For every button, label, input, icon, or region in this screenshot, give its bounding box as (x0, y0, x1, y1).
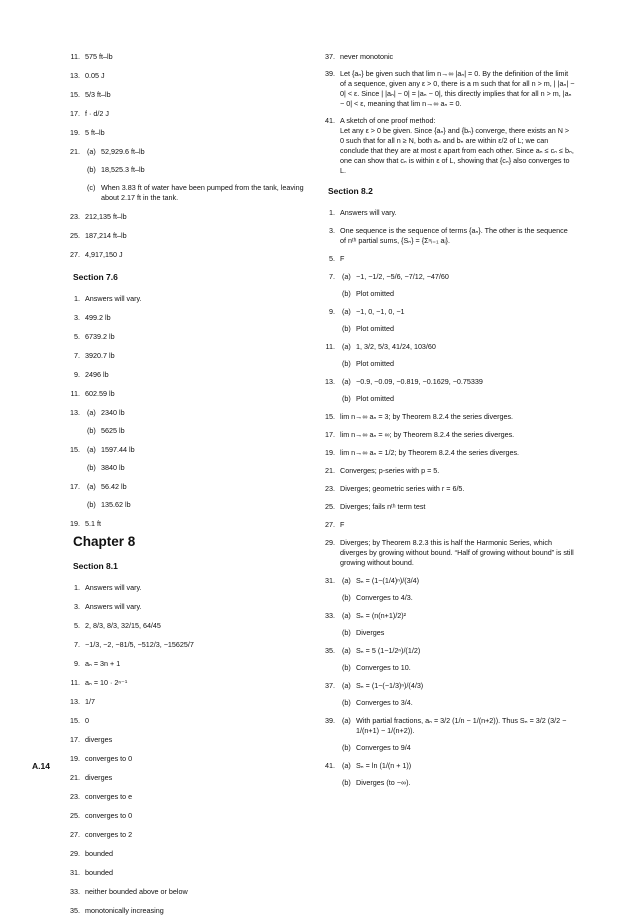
answer-item (65, 621, 305, 631)
answer-item (65, 231, 305, 241)
answer-text: converges to 2 (85, 830, 133, 839)
answer-subitem (342, 394, 575, 404)
answer-subitem (329, 272, 575, 282)
answer-number: 41. (325, 116, 335, 125)
answer-item (65, 640, 305, 650)
answer-number: 13. (70, 697, 80, 706)
answer-item (65, 792, 305, 802)
answer-text: 2496 lb (85, 370, 109, 379)
answer-text: 5 ft–lb (85, 128, 105, 137)
answer-number: 17. (70, 109, 80, 118)
answer-number: 25. (70, 231, 80, 240)
answer-text: 5/3 ft–lb (85, 90, 111, 99)
answer-text: 56.42 lb (101, 482, 127, 491)
answer-text: F (340, 254, 345, 263)
left-column (65, 52, 305, 916)
answer-text: Plot omitted (356, 324, 394, 333)
answer-text: −1/3, −2, −81/5, −512/3, −15625/7 (85, 640, 194, 649)
answer-number: 17. (70, 482, 80, 491)
answer-number: 7. (74, 640, 80, 649)
answer-subitem (325, 716, 575, 736)
answer-text: When 3.83 ft of water have been pumped from the tank, leaving about 2.17 ft in the tank. (101, 183, 304, 202)
answer-subitem (325, 681, 575, 691)
answer-text: Converges to 3/4. (356, 698, 413, 707)
answer-text: 52,929.6 ft–lb (101, 147, 145, 156)
answer-number: 31. (70, 868, 80, 877)
answer-text: Converges to 9/4 (356, 743, 411, 752)
answer-item (320, 116, 575, 126)
answer-number: 19. (70, 128, 80, 137)
answer-number: 27. (325, 520, 335, 529)
answer-number: 21. (70, 773, 80, 782)
answer-item (320, 208, 575, 218)
answer-number: 23. (70, 212, 80, 221)
answer-number: 33. (325, 611, 335, 620)
answer-text: Diverges; fails nᵗʰ term test (340, 502, 426, 511)
part-label: (a) (342, 576, 351, 585)
answer-item (320, 538, 575, 568)
part-label: (a) (342, 272, 351, 281)
answer-text: 135.62 lb (101, 500, 131, 509)
answer-text: Answers will vary. (85, 583, 142, 592)
answer-text: 2, 8/3, 8/3, 32/15, 64/45 (85, 621, 161, 630)
answer-number: 35. (325, 646, 335, 655)
answer-text: Converges to 4/3. (356, 593, 413, 602)
part-label: (a) (87, 408, 96, 417)
answer-text: Diverges (to −∞). (356, 778, 411, 787)
answer-text: 3920.7 lb (85, 351, 115, 360)
answer-item (65, 887, 305, 897)
answer-text: Let {aₙ} be given such that lim n→∞ |aₙ| = 0. By the definition of the limit of a sequence, given any ε > 0, there is a m such that for all n > m, | |aₙ| − 0| < ε. Since | |aₙ| − 0| = |aₙ − 0|, this directly implies that for all n > m, |aₙ − 0| < ε, meaning that lim n→∞ aₙ = 0. (340, 69, 575, 108)
answer-subitem (70, 147, 305, 157)
answer-number: 27. (70, 250, 80, 259)
answer-number: 17. (70, 735, 80, 744)
answer-number: 39. (325, 716, 335, 725)
answer-item (65, 71, 305, 81)
answer-item (65, 128, 305, 138)
answer-text: diverges (85, 735, 113, 744)
answer-number: 15. (70, 716, 80, 725)
answer-subitem (325, 576, 575, 586)
chapter-heading: Chapter 8 (73, 534, 136, 549)
answer-item (65, 716, 305, 726)
part-label: (b) (87, 426, 96, 435)
answer-item (320, 502, 575, 512)
part-label: (b) (342, 289, 351, 298)
answer-text: Converges; p-series with p = 5. (340, 466, 440, 475)
answer-text: converges to 0 (85, 811, 133, 820)
part-label: (b) (342, 663, 351, 672)
answer-number: 9. (74, 659, 80, 668)
answer-subitem (342, 324, 575, 334)
answer-item (65, 389, 305, 399)
answer-text: 0.05 J (85, 71, 105, 80)
answer-text: A sketch of one proof method: (340, 116, 436, 125)
answer-text: 212,135 ft–lb (85, 212, 127, 221)
answer-text: 575 ft–lb (85, 52, 113, 61)
answer-subitem (342, 778, 575, 788)
answer-text: Sₙ = 5 (1−1/2ⁿ)/(1/2) (356, 646, 421, 655)
answer-subitem (70, 445, 305, 455)
answer-item (65, 754, 305, 764)
answer-number: 7. (329, 272, 335, 281)
answer-text: aₙ = 3n + 1 (85, 659, 121, 668)
answer-item (65, 868, 305, 878)
section-heading: Section 8.2 (328, 186, 373, 196)
answer-item (65, 849, 305, 859)
answer-number: 17. (325, 430, 335, 439)
answer-text: 499.2 lb (85, 313, 111, 322)
answer-text: Answers will vary. (85, 294, 142, 303)
answer-number: 13. (325, 377, 335, 386)
answer-item (65, 583, 305, 593)
answer-number: 29. (70, 849, 80, 858)
answer-number: 15. (70, 445, 80, 454)
answer-item (65, 294, 305, 304)
answer-number: 9. (74, 370, 80, 379)
answer-subitem (70, 482, 305, 492)
answer-number: 21. (70, 147, 80, 156)
answer-number: 1. (74, 583, 80, 592)
part-label: (a) (87, 445, 96, 454)
answer-text: 0 (85, 716, 89, 725)
answer-subitem (325, 377, 575, 387)
answer-subitem (325, 611, 575, 621)
answer-subitem (325, 761, 575, 771)
part-label: (b) (342, 628, 351, 637)
answer-subitem (342, 359, 575, 369)
answer-subitem (342, 743, 575, 753)
answer-text: f · d/2 J (85, 109, 109, 118)
answer-text: Plot omitted (356, 289, 394, 298)
answer-text: 5625 lb (101, 426, 125, 435)
answer-number: 23. (70, 792, 80, 801)
answer-text: Sₙ = (n(n+1)/2)² (356, 611, 407, 620)
answer-item (65, 830, 305, 840)
answer-item (320, 430, 575, 440)
answer-text: Plot omitted (356, 359, 394, 368)
answer-text: F (340, 520, 345, 529)
answer-text: neither bounded above or below (85, 887, 188, 896)
answer-number: 3. (74, 313, 80, 322)
answer-text: 1, 3/2, 5/3, 41/24, 103/60 (356, 342, 436, 351)
answer-number: 15. (70, 90, 80, 99)
answer-text: 1/7 (85, 697, 95, 706)
answer-text: converges to 0 (85, 754, 133, 763)
answer-text: Converges to 10. (356, 663, 411, 672)
answer-item (65, 697, 305, 707)
answer-item (320, 484, 575, 494)
answer-text: 1597.44 lb (101, 445, 135, 454)
answer-number: 19. (70, 754, 80, 763)
answer-text: Diverges; geometric series with r = 6/5. (340, 484, 465, 493)
answer-text: 3840 lb (101, 463, 125, 472)
part-label: (b) (87, 165, 96, 174)
answer-item (65, 370, 305, 380)
answer-number: 21. (325, 466, 335, 475)
answer-text: Answers will vary. (85, 602, 142, 611)
answer-item (65, 332, 305, 342)
answer-item (320, 126, 575, 176)
answer-number: 3. (74, 602, 80, 611)
answer-subitem (87, 183, 305, 203)
answer-text: −1, −1/2, −5/6, −7/12, −47/60 (356, 272, 449, 281)
answer-number: 41. (325, 761, 335, 770)
answer-item (65, 602, 305, 612)
answer-text: lim n→∞ aₙ = ∞; by Theorem 8.2.4 the series diverges. (340, 430, 515, 439)
answer-text: bounded (85, 868, 113, 877)
answer-item (320, 52, 575, 62)
answer-subitem (87, 426, 305, 436)
answer-number: 27. (70, 830, 80, 839)
answer-subitem (325, 342, 575, 352)
answer-text: 2340 lb (101, 408, 125, 417)
answer-number: 31. (325, 576, 335, 585)
answer-text: One sequence is the sequence of terms {aₙ}. The other is the sequence of nᵗʰ partial sums, {Sₙ} = {Σⁿᵢ₌₁ aᵢ}. (340, 226, 568, 245)
answer-item (65, 519, 305, 529)
answer-item (320, 448, 575, 458)
answer-text: Let any ε > 0 be given. Since {aₙ} and {bₙ} converge, there exists an N > 0 such that for all n ≥ N, both aₙ and bₙ are within ε/2 of L; we can conclude that they are at most ε apart from each other. Since aₙ ≤ cₙ ≤ bₙ, one can show that cₙ is within ε of L, showing that {cₙ} also converges to L. (340, 126, 574, 175)
part-label: (a) (342, 307, 351, 316)
answer-text: 6739.2 lb (85, 332, 115, 341)
answer-item (65, 678, 305, 688)
part-label: (a) (87, 482, 96, 491)
answer-text: Plot omitted (356, 394, 394, 403)
answer-number: 19. (325, 448, 335, 457)
section-heading: Section 8.1 (73, 561, 118, 571)
part-label: (c) (87, 183, 96, 192)
answer-subitem (325, 646, 575, 656)
answer-subitem (87, 165, 305, 175)
part-label: (a) (342, 611, 351, 620)
part-label: (a) (342, 716, 351, 725)
part-label: (a) (342, 377, 351, 386)
answer-text: 5.1 ft (85, 519, 101, 528)
answer-text: Answers will vary. (340, 208, 397, 217)
answer-item (320, 466, 575, 476)
answer-number: 5. (74, 332, 80, 341)
answer-number: 39. (325, 69, 335, 78)
answer-number: 11. (70, 678, 80, 687)
answer-text: Sₙ = (1−(1/4)ⁿ)/(3/4) (356, 576, 420, 585)
answer-item (65, 773, 305, 783)
part-label: (b) (342, 324, 351, 333)
part-label: (a) (342, 761, 351, 770)
answer-number: 23. (325, 484, 335, 493)
answer-text: With partial fractions, aₙ = 3/2 (1/n − 1/(n+2)). Thus Sₙ = 3/2 (3/2 − 1/(n+1) − 1/(n+2)). (356, 716, 567, 735)
answer-text: −0.9, −0.09, −0.819, −0.1629, −0.75339 (356, 377, 483, 386)
page-number: A.14 (32, 761, 50, 771)
section-heading: Section 7.6 (73, 272, 118, 282)
answer-number: 11. (325, 342, 335, 351)
right-column (320, 52, 575, 788)
answer-number: 13. (70, 408, 80, 417)
part-label: (b) (87, 463, 96, 472)
part-label: (b) (342, 778, 351, 787)
answer-text: lim n→∞ aₙ = 1/2; by Theorem 8.2.4 the series diverges. (340, 448, 520, 457)
answer-text: −1, 0, −1, 0, −1 (356, 307, 405, 316)
answer-number: 25. (70, 811, 80, 820)
answer-number: 25. (325, 502, 335, 511)
answer-number: 13. (70, 71, 80, 80)
answer-item (65, 109, 305, 119)
answer-text: 602.59 lb (85, 389, 115, 398)
answer-item (320, 226, 575, 246)
answer-item (65, 811, 305, 821)
part-label: (a) (342, 646, 351, 655)
answer-text: Sₙ = (1−(−1/3)ⁿ)/(4/3) (356, 681, 424, 690)
answer-subitem (342, 593, 575, 603)
answer-number: 19. (70, 519, 80, 528)
answer-subitem (87, 500, 305, 510)
answer-number: 1. (74, 294, 80, 303)
answer-number: 3. (329, 226, 335, 235)
answer-text: 4,917,150 J (85, 250, 123, 259)
answer-number: 35. (70, 906, 80, 915)
answer-text: lim n→∞ aₙ = 3; by Theorem 8.2.4 the series diverges. (340, 412, 514, 421)
part-label: (b) (342, 359, 351, 368)
answer-number: 11. (70, 389, 80, 398)
answer-number: 5. (329, 254, 335, 263)
answer-number: 37. (325, 52, 335, 61)
answer-text: aₙ = 10 · 2ⁿ⁻¹ (85, 678, 128, 687)
answer-item (320, 254, 575, 264)
answer-item (320, 69, 575, 109)
answer-subitem (342, 698, 575, 708)
part-label: (a) (342, 681, 351, 690)
answer-subitem (342, 628, 575, 638)
part-label: (a) (87, 147, 96, 156)
answer-text: 18,525.3 ft–lb (101, 165, 145, 174)
answer-number: 15. (325, 412, 335, 421)
answer-text: monotonically increasing (85, 906, 164, 915)
answer-text: Diverges (356, 628, 385, 637)
answer-number: 37. (325, 681, 335, 690)
answer-subitem (342, 289, 575, 299)
answer-subitem (342, 663, 575, 673)
answer-item (65, 313, 305, 323)
answer-number: 5. (74, 621, 80, 630)
answer-text: converges to e (85, 792, 133, 801)
part-label: (b) (342, 698, 351, 707)
answer-item (320, 412, 575, 422)
part-label: (a) (342, 342, 351, 351)
answer-text: bounded (85, 849, 113, 858)
answer-subitem (329, 307, 575, 317)
part-label: (b) (342, 593, 351, 602)
answer-item (65, 212, 305, 222)
part-label: (b) (342, 743, 351, 752)
answer-text: never monotonic (340, 52, 394, 61)
answer-item (65, 906, 305, 916)
answer-item (65, 735, 305, 745)
answer-text: Sₙ = ln (1/(n + 1)) (356, 761, 412, 770)
answer-item (320, 520, 575, 530)
answer-subitem (87, 463, 305, 473)
answer-item (65, 52, 305, 62)
answer-item (65, 90, 305, 100)
answer-subitem (70, 408, 305, 418)
answer-item (65, 250, 305, 260)
answer-number: 29. (325, 538, 335, 547)
answer-number: 9. (329, 307, 335, 316)
answer-number: 11. (70, 52, 80, 61)
answer-number: 1. (329, 208, 335, 217)
answer-text: diverges (85, 773, 113, 782)
answer-item (65, 659, 305, 669)
answer-item (65, 351, 305, 361)
answer-text: 187,214 ft–lb (85, 231, 127, 240)
answer-number: 7. (74, 351, 80, 360)
answer-text: Diverges; by Theorem 8.2.3 this is half the Harmonic Series, which diverges by growing without bound. “Half of growing without bound” is still growing without bound. (340, 538, 574, 567)
part-label: (b) (342, 394, 351, 403)
part-label: (b) (87, 500, 96, 509)
answer-number: 33. (70, 887, 80, 896)
